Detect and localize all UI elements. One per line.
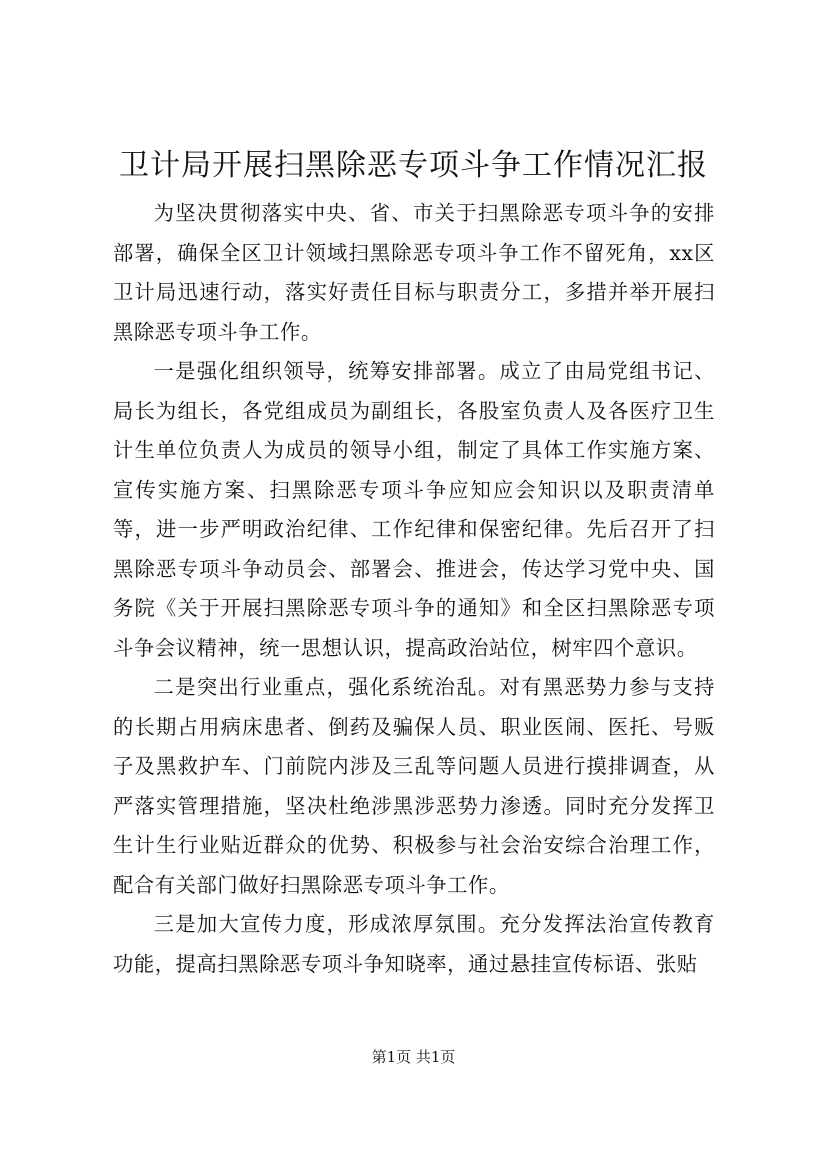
paragraph-organization: 一是强化组织领导，统筹安排部署。成立了由局党组书记、局长为组长，各党组成员为副组长，各股室负责人及各医疗卫生计生单位负责人为成员的领导小组，制定了具体工作实施方案、宣传实施方案、扫黑除恶专项斗争应知应会知识以及职责清单等，进一步严明政治纪律、工作纪律和保密纪律。先后召开了扫黑除恶专项斗争动员会、部署会、推进会，传达学习党中央、国务院《关于开展扫黑除恶专项斗争的通知》和全区扫黑除恶专项斗争会议精神，统一思想认识，提高政治站位，树牢四个意识。: [113, 359, 715, 660]
paragraph-intro: 为坚决贯彻落实中央、省、市关于扫黑除恶专项斗争的安排部署，确保全区卫计领域扫黑除恶专项斗争工作不留死角，xx区卫计局迅速行动，落实好责任目标与职责分工，多措并举开展扫黑除恶专项斗争工作。: [113, 201, 715, 344]
document-title: 卫计局开展扫黑除恶专项斗争工作情况汇报: [119, 148, 708, 183]
document-body: [113, 194, 715, 984]
paragraph-industry-focus: 二是突出行业重点，强化系统治乱。对有黑恶势力参与支持的长期占用病床患者、倒药及骗保人员、职业医闹、医托、号贩子及黑救护车、门前院内涉及三乱等问题人员进行摸排调查，从严落实管理措施，坚决杜绝涉黑涉恶势力渗透。同时充分发挥卫生计生行业贴近群众的优势、积极参与社会治安综合治理工作，配合有关部门做好扫黑除恶专项斗争工作。: [113, 675, 715, 897]
page-footer: 第1页 共1页: [371, 1048, 456, 1066]
paragraph-publicity: 三是加大宣传力度，形成浓厚氛围。充分发挥法治宣传教育功能，提高扫黑除恶专项斗争知晓率，通过悬挂宣传标语、张贴: [113, 912, 715, 976]
